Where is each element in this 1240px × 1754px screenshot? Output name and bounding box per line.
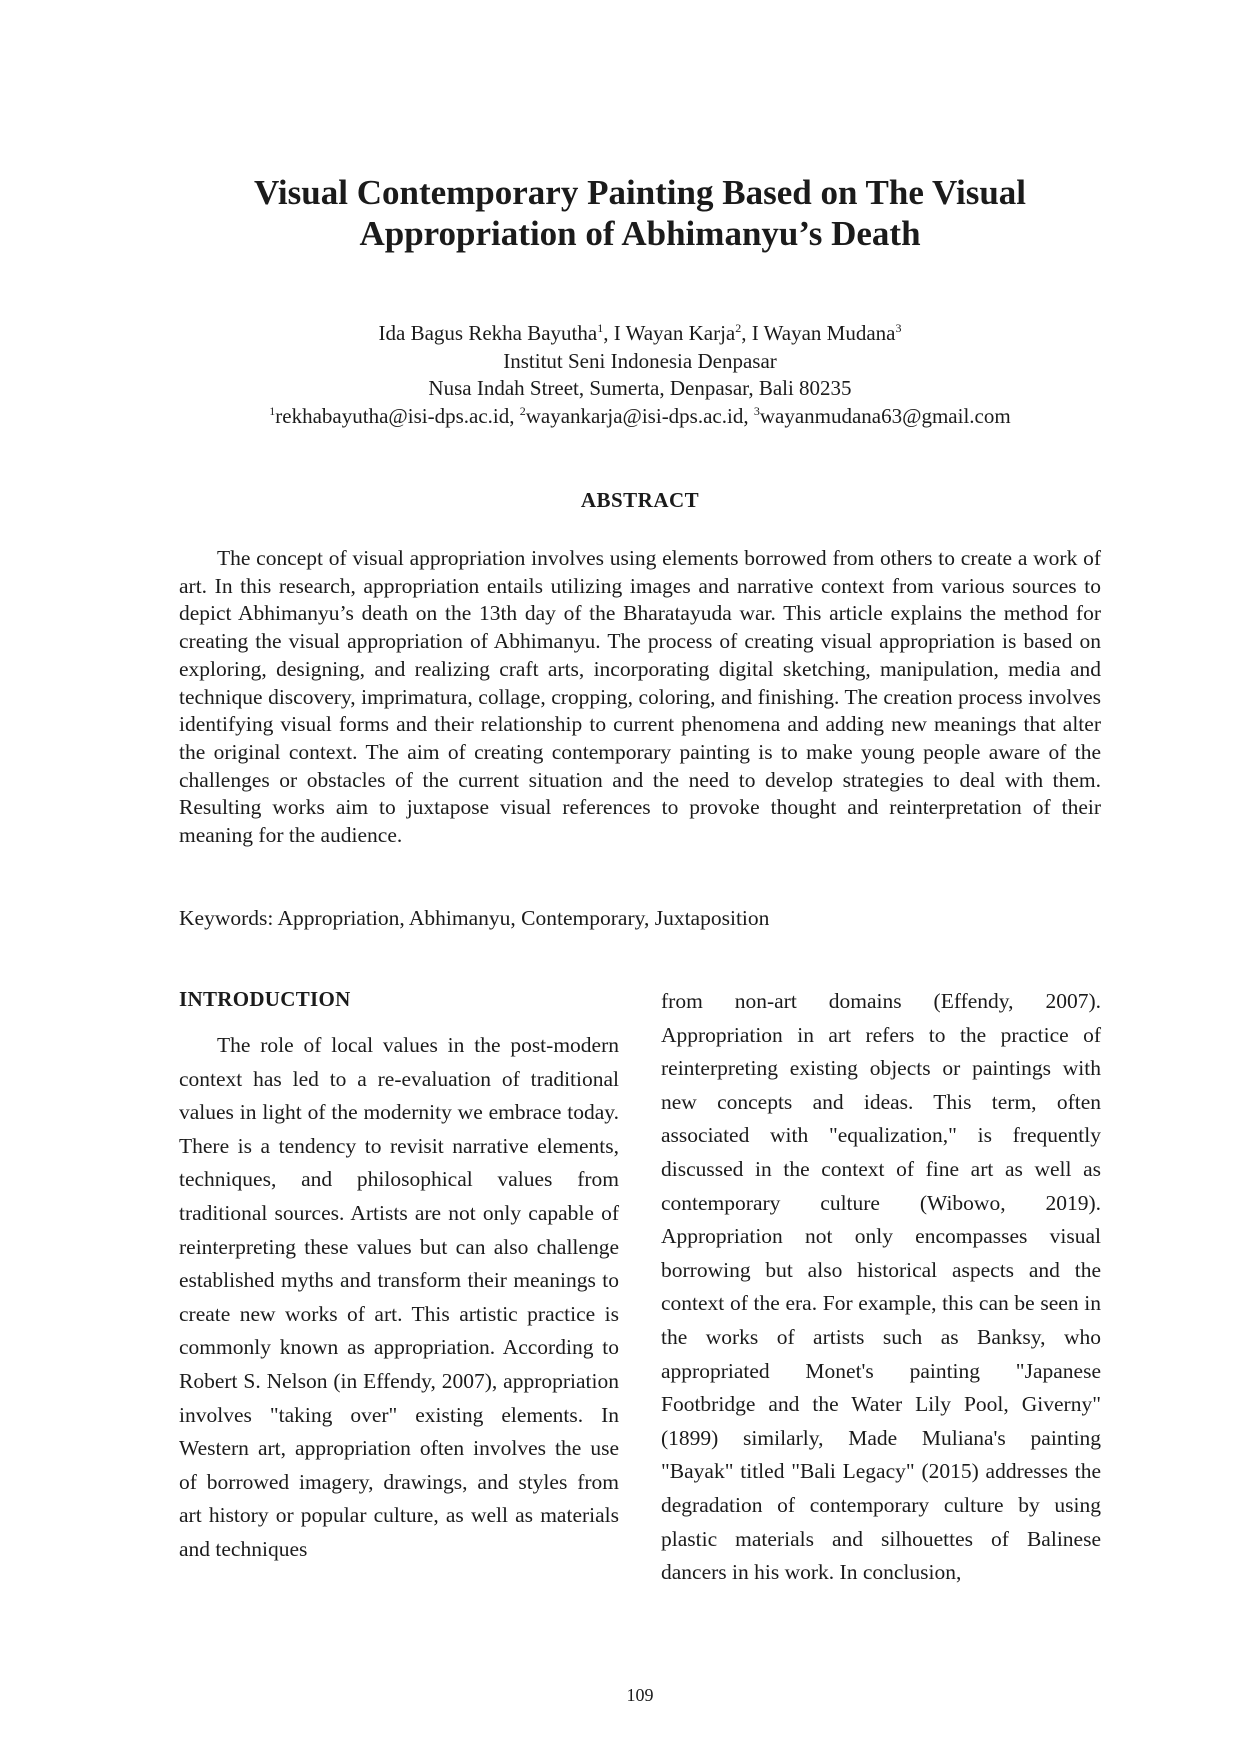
author-list [150, 320, 1130, 348]
address: Nusa Indah Street, Sumerta, Denpasar, Bali 80235 [428, 376, 852, 400]
abstract-body: The concept of visual appropriation involves using elements borrowed from others to create a work of art. In this research, appropriation entails utilizing images and narrative context from various sources to depict Abhimanyu’s death on the 13th day of the Bharatayuda war. This article explains the method for creating the visual appropriation of Abhimanyu. The process of creating visual appropriation is based on exploring, designing, and realizing craft arts, incorporating digital sketching, manipulation, media and technique discovery, imprimatura, collage, cropping, coloring, and finishing. The creation process involves identifying visual forms and their relationship to current phenomena and adding new meanings that alter the original context. The aim of creating contemporary painting is to make young people aware of the challenges or obstacles of the current situation and the need to develop strategies to deal with them. Resulting works aim to juxtapose visual references to provoke thought and reinterpretation of their meaning for the audience. [179, 546, 1101, 848]
author-affiliation-marker: 2 [735, 321, 742, 335]
email-marker: 3 [753, 403, 760, 418]
introduction-paragraph: The role of local values in the post-modern context has led to a re-evaluation of traditional values in light of the modernity we embrace today. There is a tendency to revisit narrative elements, techniques, and philosophical values from traditional sources. Artists are not only capable of reinterpreting these values but can also challenge established myths and transform their meanings to create new works of art. This artistic practice is commonly known as appropriation. According to Robert S. Nelson (in Effendy, 2007), appropriation involves "taking over" existing elements. In Western art, appropriation often involves the use of borrowed imagery, drawings, and styles from art history or popular culture, as well as materials and techniques [179, 1033, 619, 1561]
abstract-heading: ABSTRACT [580, 488, 700, 512]
paper-title [180, 172, 1100, 254]
right-column [661, 985, 1101, 1590]
title-line-2: Appropriation of Abhimanyu’s Death [359, 214, 921, 253]
email-marker: 2 [519, 403, 526, 418]
author-email: rekhabayutha@isi-dps.ac.id, [275, 403, 520, 428]
author-name: I Wayan Mudana [751, 321, 896, 345]
author-name: Ida Bagus Rekha Bayutha [378, 321, 598, 345]
author-affiliation-marker: 3 [895, 321, 902, 335]
email-marker: 1 [269, 403, 276, 418]
institution: Institut Seni Indonesia Denpasar [503, 348, 777, 373]
keywords: Keywords: Appropriation, Abhimanyu, Contemporary, Juxtaposition [179, 906, 770, 930]
introduction-heading: INTRODUCTION [179, 987, 351, 1011]
author-block [150, 320, 1130, 430]
author-affiliation-marker: 1 [597, 321, 604, 335]
author-email: wayanmudana63@gmail.com [759, 403, 1011, 428]
author-email: wayankarja@isi-dps.ac.id, [525, 403, 754, 428]
author-name: I Wayan Karja [613, 321, 736, 345]
left-column [179, 985, 619, 1567]
introduction-paragraph-continued: from non-art domains (Effendy, 2007). Appropriation in art refers to the practice of reinterpreting existing objects or paintings with new concepts and ideas. This term, often associated with "equalization," is frequently discussed in the context of fine art as well as contemporary culture (Wibowo, 2019). Appropriation not only encompasses visual borrowing but also historical aspects and the context of the era. For example, this can be seen in the works of artists such as Banksy, who appropriated Monet's painting "Japanese Footbridge and the Water Lily Pool, Giverny" (1899) similarly, Made Muliana's painting "Bayak" titled "Bali Legacy" (2015) addresses the degradation of contemporary culture by using plastic materials and silhouettes of Balinese dancers in his work. In conclusion, [661, 989, 1101, 1585]
author-separator: , [741, 321, 752, 345]
page-number: 109 [626, 1685, 654, 1705]
email-list [150, 403, 1130, 431]
title-line-1: Visual Contemporary Painting Based on The Visual [253, 173, 1027, 212]
author-separator: , [603, 321, 614, 345]
